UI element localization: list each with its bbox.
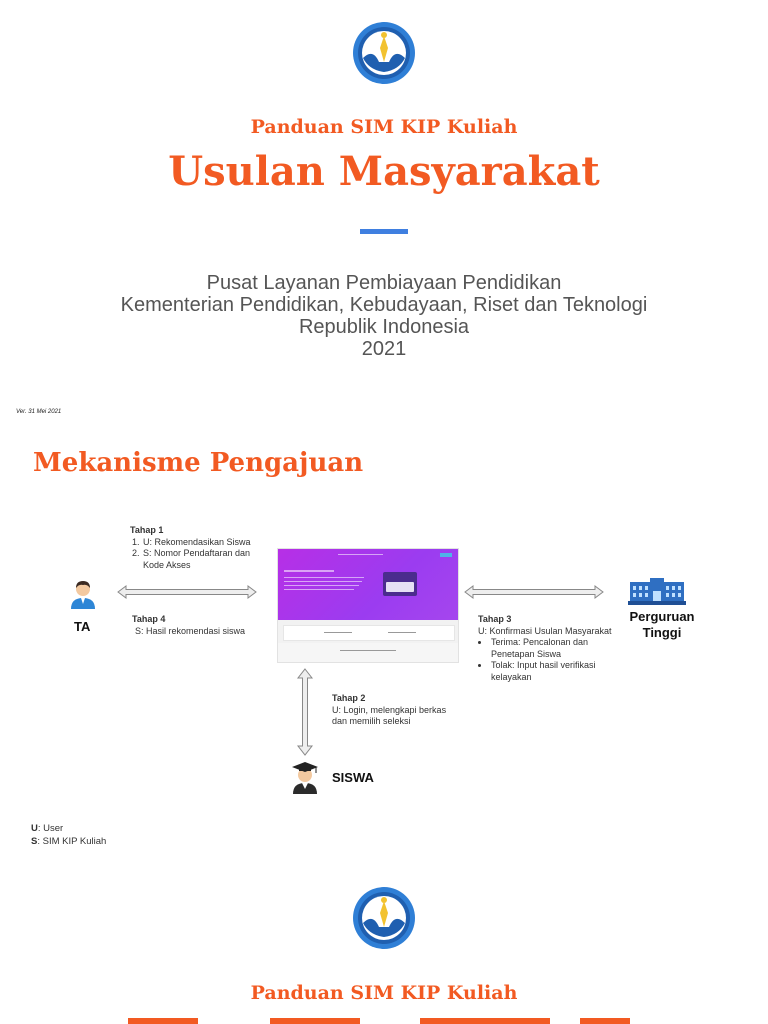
screenshot-footer <box>278 643 458 662</box>
screenshot-hero <box>278 549 458 620</box>
tut-wuri-logo <box>349 883 419 958</box>
slide1-title: Usulan Masyarakat <box>168 148 600 195</box>
org-line: Pusat Layanan Pembiayaan Pendidikan <box>206 272 562 294</box>
actor-pt-line1: Perguruan <box>629 609 695 624</box>
student-graduate-icon <box>290 760 320 799</box>
legend-s-key: S <box>31 836 38 847</box>
tahap3-text: U: Konfirmasi Usulan Masyarakat <box>478 625 612 636</box>
slide1-subtitle: Panduan SIM KIP Kuliah <box>250 116 518 138</box>
tahap1-item: 2. S: Nomor Pendaftaran dan Kode Akses <box>142 548 270 571</box>
slide3-subtitle: Panduan SIM KIP Kuliah <box>250 982 518 1004</box>
tahap4-block <box>132 614 245 637</box>
organization-block <box>0 272 768 360</box>
tahap1-item: 1. U: Rekomendasikan Siswa <box>142 537 270 549</box>
tahap4-heading: Tahap 4 <box>132 614 166 624</box>
tahap2-line: dan memilih seleksi <box>332 716 411 726</box>
version-label: Ver. 31 Mei 2021 <box>16 409 62 415</box>
legend <box>31 822 106 848</box>
tahap3-item: • Terima: Pencalonan dan Penetapan Siswa <box>490 637 623 660</box>
title-divider <box>360 229 408 234</box>
tahap1-heading: Tahap 1 <box>130 525 164 535</box>
university-building-icon <box>628 577 686 610</box>
tahap2-heading: Tahap 2 <box>332 693 366 703</box>
tahap4-text: S: Hasil rekomendasi siswa <box>135 625 246 636</box>
screenshot-action-bar <box>283 625 455 641</box>
arrow-sim-pt <box>464 585 604 604</box>
slide2-title: Mekanisme Pengajuan <box>33 448 364 478</box>
slide3-title-cutoff <box>120 1018 640 1024</box>
legend-s-value: : SIM KIP Kuliah <box>37 836 107 847</box>
tahap3-block <box>478 614 623 683</box>
actor-pt-label <box>620 609 704 641</box>
actor-siswa-label: SISWA <box>332 770 374 785</box>
arrow-sim-siswa <box>296 668 314 761</box>
tahap2-block <box>332 693 446 728</box>
actor-ta-label: TA <box>74 619 91 634</box>
legend-u-value: : User <box>37 823 64 834</box>
actor-pt-line2: Tinggi <box>642 625 682 640</box>
tahap1-block <box>130 525 270 571</box>
org-line: Republik Indonesia <box>298 316 470 338</box>
tut-wuri-logo <box>349 18 419 93</box>
tahap3-item: • Tolak: Input hasil verifikasi kelayakan <box>490 660 623 683</box>
org-year: 2021 <box>361 338 407 360</box>
org-line: Kementerian Pendidikan, Kebudayaan, Riset dan Teknologi <box>120 294 648 316</box>
tahap2-line: U: Login, melengkapi berkas <box>332 704 447 715</box>
legend-u-key: U <box>31 823 38 834</box>
sim-kip-screenshot <box>277 548 459 663</box>
teacher-icon <box>68 577 98 614</box>
tahap3-heading: Tahap 3 <box>478 614 512 624</box>
arrow-ta-sim <box>117 585 257 604</box>
